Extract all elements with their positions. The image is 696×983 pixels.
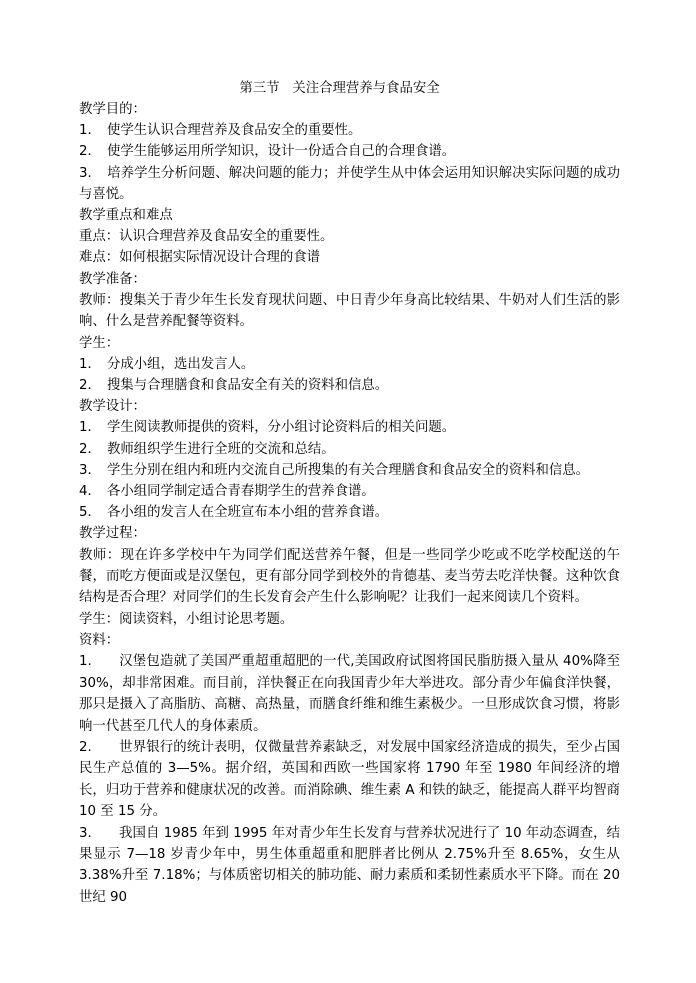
materials-heading: 资料： bbox=[79, 633, 120, 649]
item-number: 3． bbox=[79, 462, 101, 478]
item-text: 教师组织学生进行全班的交流和总结。 bbox=[107, 441, 335, 457]
goals-heading: 教学目的： bbox=[79, 102, 146, 117]
item-number: 1． bbox=[79, 420, 101, 436]
item-number: 5． bbox=[79, 505, 101, 521]
difficulty-point: 难点：如何根据实际情况设计合理的食谱 bbox=[79, 250, 321, 266]
item-number: 3． bbox=[79, 165, 101, 181]
prep-heading: 教学准备： bbox=[79, 271, 146, 287]
design-item bbox=[79, 502, 620, 523]
item-number: 2. bbox=[79, 739, 92, 755]
process-heading: 教学过程： bbox=[79, 526, 146, 542]
item-text: 各小组的发言人在全班宣布本小组的营养食谱。 bbox=[107, 505, 389, 521]
section-title: 第三节 关注合理营养与食品安全 bbox=[239, 81, 440, 96]
item-text: 学生阅读教师提供的资料，分小组讨论资料后的相关问题。 bbox=[107, 420, 456, 436]
item-number: 1. bbox=[79, 654, 92, 670]
design-heading: 教学设计： bbox=[79, 399, 146, 415]
document-body bbox=[79, 78, 620, 908]
material-item bbox=[79, 823, 620, 909]
item-text: 使学生认识合理营养及食品安全的重要性。 bbox=[107, 123, 362, 139]
goal-item bbox=[79, 163, 620, 205]
student-prep-item bbox=[79, 354, 620, 375]
student-prep-item bbox=[79, 375, 620, 396]
key-point: 重点：认识合理营养及食品安全的重要性。 bbox=[79, 229, 334, 245]
item-number: 1． bbox=[79, 356, 101, 372]
item-text: 搜集与合理膳食和食品安全有关的资料和信息。 bbox=[107, 378, 389, 394]
teacher-prep: 教师：搜集关于青少年生长发育现状问题、中日青少年身高比较结果、牛奶对人们生活的影响、什么是营养配餐等资料。 bbox=[79, 292, 620, 330]
material-item bbox=[79, 737, 620, 823]
item-number: 4． bbox=[79, 484, 101, 500]
design-item bbox=[79, 460, 620, 481]
item-text: 汉堡包造就了美国严重超重超肥的一代,美国政府试图将国民脂肪摄入量从 40%降至 30%，却非常困难。而目前，洋快餐正在向我国青少年大举进攻。部分青少年偏食洋快餐，那只是摄入了高脂肪、高糖、高热量，而膳食纤维和维生素极少。一旦形成饮食习惯，将影响一代甚至几代人的身体素质。 bbox=[79, 654, 620, 734]
teacher-intro: 教师：现在许多学校中午为同学们配送营养午餐，但是一些同学少吃或不吃学校配送的午餐，而吃方便面或是汉堡包，更有部分同学到校外的肯德基、麦当劳去吃洋快餐。这种饮食结构是否合理？对同学们的生长发育会产生什么影响呢？让我们一起来阅读几个资料。 bbox=[79, 547, 620, 606]
item-number: 2． bbox=[79, 441, 101, 457]
item-text: 分成小组，选出发言人。 bbox=[107, 356, 255, 372]
item-text: 各小组同学制定适合青春期学生的营养食谱。 bbox=[107, 484, 375, 500]
student-task: 学生：阅读资料，小组讨论思考题。 bbox=[79, 611, 294, 627]
item-number: 2． bbox=[79, 144, 101, 160]
key-heading: 教学重点和难点 bbox=[79, 208, 173, 224]
item-text: 学生分别在组内和班内交流自己所搜集的有关合理膳食和食品安全的资料和信息。 bbox=[107, 462, 590, 478]
item-text: 培养学生分析问题、解决问题的能力；并使学生从中体会运用知识解决实际问题的成功与喜悦。 bbox=[79, 165, 620, 202]
design-item bbox=[79, 417, 620, 438]
item-number: 3. bbox=[79, 825, 92, 841]
design-item bbox=[79, 481, 620, 502]
item-number: 2． bbox=[79, 378, 101, 394]
item-text: 世界银行的统计表明，仅微量营养素缺乏，对发展中国家经济造成的损失，至少占国民生产总值的 3—5%。据介绍，英国和西欧一些国家将 1790 年至 1980 年间经济的增长，归功于营养和健康状况的改善。而消除碘、维生素 A 和铁的缺乏，能提高人群平均智商 10 至 15 分。 bbox=[79, 739, 620, 820]
goal-item bbox=[79, 120, 620, 141]
item-number: 1． bbox=[79, 123, 101, 139]
design-item bbox=[79, 439, 620, 460]
item-text: 我国自 1985 年到 1995 年对青少年生长发育与营养状况进行了 10 年动态调查，结果显示 7—18 岁青少年中，男生体重超重和肥胖者比例从 2.75%升至 8.65%，女生从 3.38%升至 7.18%；与体质密切相关的肺功能、耐力素质和柔韧性素质水平下降。而在 20 世纪 90 bbox=[79, 825, 620, 905]
goal-item bbox=[79, 141, 620, 162]
student-heading: 学生： bbox=[79, 335, 120, 351]
item-text: 使学生能够运用所学知识，设计一份适合自己的合理食谱。 bbox=[107, 144, 456, 160]
material-item bbox=[79, 651, 620, 737]
